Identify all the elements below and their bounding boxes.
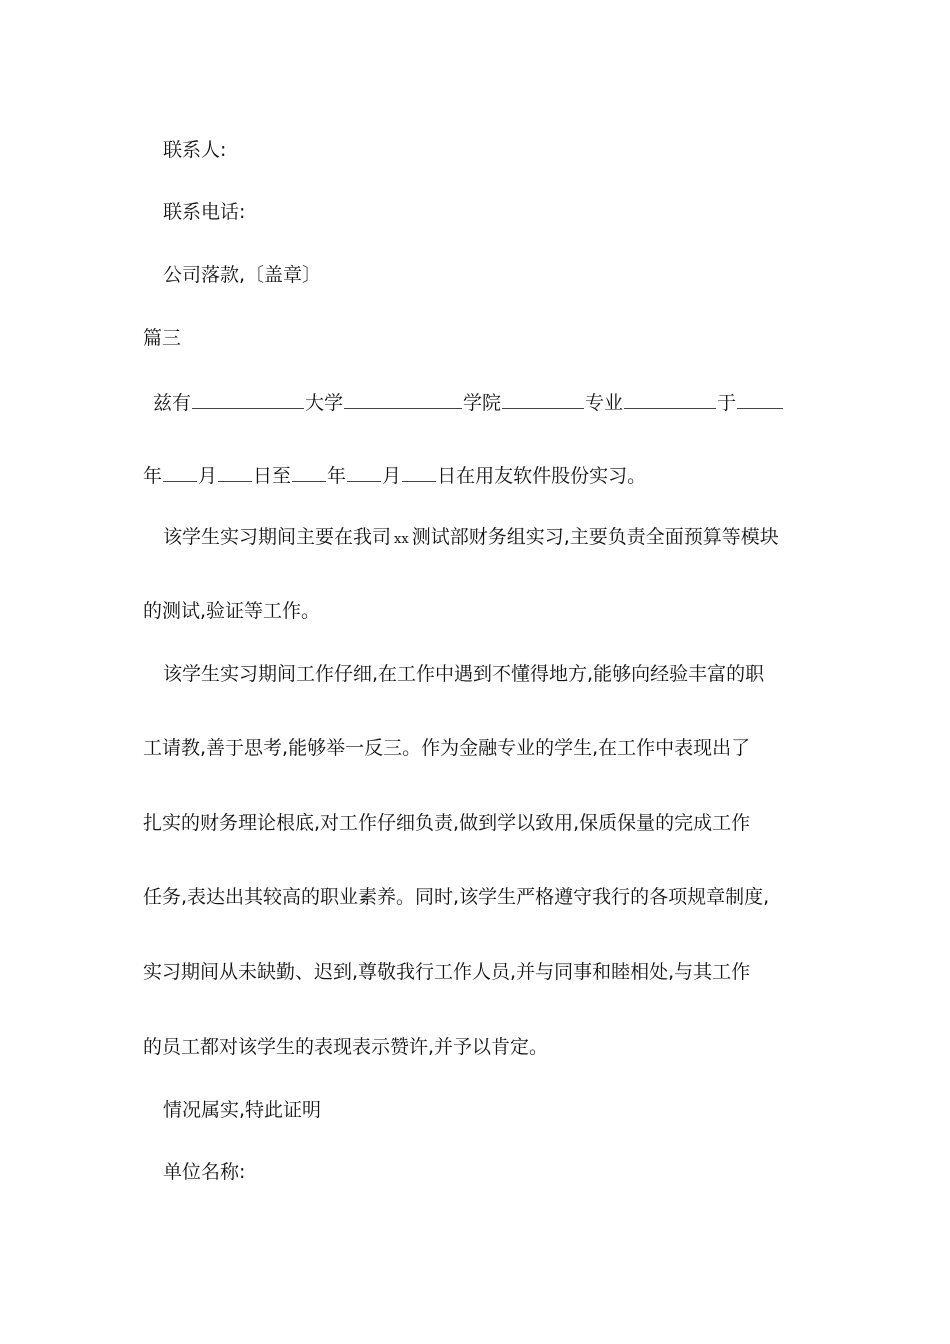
paragraph-2-line-1: 该学生实习期间工作仔细,在工作中遇到不懂得地方,能够向经验丰富的职 xyxy=(163,663,765,685)
paragraph-2-line-4: 任务,表达出其较高的职业素养。同时,该学生严格遵守我行的各项规章制度, xyxy=(143,886,770,908)
form-text: 兹有 xyxy=(153,392,192,414)
form-text: 大学 xyxy=(305,392,344,414)
paragraph-1-line-2: 的测试,验证等工作。 xyxy=(143,600,321,622)
paragraph-1-line-1 xyxy=(0,525,950,552)
form-text: 专业 xyxy=(585,392,624,414)
blank-end-month xyxy=(347,462,381,482)
blank-start-month xyxy=(163,462,197,482)
section-title: 篇三 xyxy=(143,327,182,349)
form-text: 年 xyxy=(327,465,347,487)
paragraph-text: 测试部财务组实习,主要负责全面预算等模块 xyxy=(411,526,779,548)
contact-phone-label: 联系电话: xyxy=(163,201,246,223)
unit-name-label: 单位名称: xyxy=(163,1161,246,1183)
form-text: 日至 xyxy=(253,465,292,487)
blank-college xyxy=(344,389,462,409)
form-text: 年 xyxy=(143,465,163,487)
paragraph-text: 该学生实习期间主要在我司 xyxy=(163,526,392,548)
blank-name xyxy=(624,389,716,409)
blank-end-year xyxy=(292,462,326,482)
paragraph-2-line-5: 实习期间从未缺勤、迟到,尊敬我行工作人员,并与同事和睦相处,与其工作 xyxy=(143,961,751,983)
closing-statement: 情况属实,特此证明 xyxy=(163,1099,322,1121)
form-text: 学院 xyxy=(463,392,502,414)
paragraph-2-line-3: 扎实的财务理论根底,对工作仔细负责,做到学以致用,保质保量的完成工作 xyxy=(143,812,751,834)
contact-person-label: 联系人: xyxy=(163,139,227,161)
form-text: 月 xyxy=(382,465,402,487)
form-line-1 xyxy=(0,389,950,415)
company-placeholder: xx xyxy=(394,532,409,547)
blank-end-day xyxy=(402,462,436,482)
blank-start-year xyxy=(737,389,783,409)
paragraph-2-line-6: 的员工都对该学生的表现表示赞许,并予以肯定。 xyxy=(143,1036,549,1058)
form-text: 日在用友软件股份实习。 xyxy=(437,465,647,487)
paragraph-2-line-2: 工请教,善于思考,能够举一反三。作为金融专业的学生,在工作中表现出了 xyxy=(143,737,751,759)
form-text: 月 xyxy=(198,465,218,487)
blank-major xyxy=(502,389,584,409)
blank-university xyxy=(192,389,304,409)
blank-start-day xyxy=(218,462,252,482)
company-signature-label: 公司落款,〔盖章〕 xyxy=(163,264,322,286)
form-line-2 xyxy=(0,462,950,488)
form-text: 于 xyxy=(717,392,737,414)
